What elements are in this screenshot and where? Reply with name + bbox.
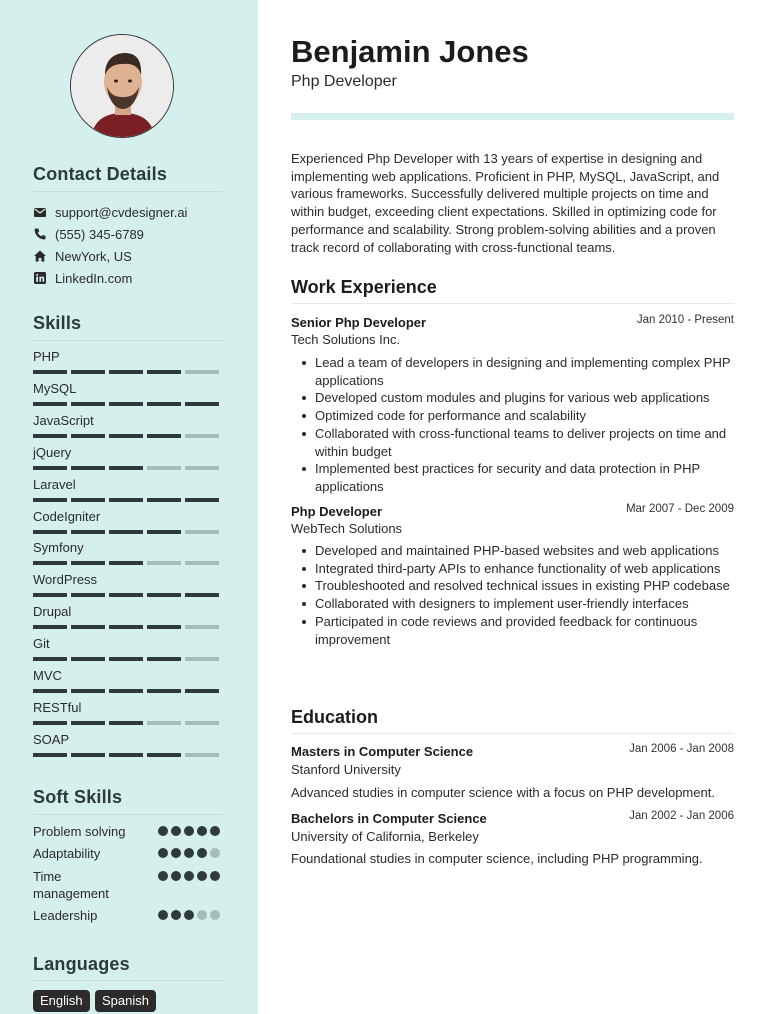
job-bullets <box>315 542 735 648</box>
skill-level-segment-filled <box>71 434 105 438</box>
list-item: Lead a team of developers in designing and implementing complex PHP applications <box>315 354 735 389</box>
rating-dot-filled <box>158 871 168 881</box>
skill-level-bar <box>33 530 223 534</box>
degree-description: Foundational studies in computer science, including PHP programming. <box>291 851 703 866</box>
skill-level-segment-filled <box>109 370 143 374</box>
rating-dot-empty <box>210 910 220 920</box>
skill-level-segment-filled <box>33 721 67 725</box>
contact-location <box>33 247 132 265</box>
list-item: Optimized code for performance and scalability <box>315 407 735 425</box>
education-heading: Education <box>291 707 379 727</box>
skill-level-segment-filled <box>71 721 105 725</box>
contact-location-text: NewYork, US <box>55 248 132 264</box>
languages-heading: Languages <box>33 954 130 974</box>
soft-skill-label: Leadership <box>33 908 98 923</box>
skill-level-segment-empty <box>185 370 219 374</box>
skill-level-segment-filled <box>147 689 181 693</box>
sidebar <box>0 0 258 1014</box>
skill-level-segment-filled <box>71 657 105 661</box>
list-item: Implemented best practices for security and data protection in PHP applications <box>315 460 735 495</box>
skill-level-segment-filled <box>33 625 67 629</box>
rating-dot-filled <box>184 848 194 858</box>
skill-level-segment-filled <box>33 530 67 534</box>
skill-level-segment-filled <box>33 689 67 693</box>
skill-level-bar <box>33 721 223 725</box>
rating-dot-filled <box>158 826 168 836</box>
job-date: Jan 2010 - Present <box>636 314 734 326</box>
skill-level-segment-empty <box>185 721 219 725</box>
phone-icon <box>33 227 47 241</box>
skill-label: SOAP <box>33 731 70 747</box>
skill-level-segment-filled <box>33 466 67 470</box>
rating-dot-empty <box>210 848 220 858</box>
skill-level-segment-empty <box>185 434 219 438</box>
skill-level-segment-filled <box>71 370 105 374</box>
job-date: Mar 2007 - Dec 2009 <box>625 503 734 515</box>
soft-skill-rating <box>158 826 223 836</box>
skill-level-segment-filled <box>147 498 181 502</box>
skill-level-segment-filled <box>33 753 67 757</box>
header-accent-bar <box>291 113 734 120</box>
work-divider <box>291 303 734 304</box>
contact-phone-text: (555) 345-6789 <box>55 226 144 242</box>
skill-label: Drupal <box>33 604 72 620</box>
skill-level-segment-filled <box>71 753 105 757</box>
contact-divider <box>33 191 223 192</box>
skill-level-segment-empty <box>185 625 219 629</box>
skill-level-segment-filled <box>109 498 143 502</box>
rating-dot-filled <box>171 910 181 920</box>
rating-dot-filled <box>197 848 207 858</box>
rating-dot-filled <box>210 871 220 881</box>
skill-label: jQuery <box>33 444 72 460</box>
skill-level-segment-filled <box>109 402 143 406</box>
skill-label: PHP <box>33 349 60 364</box>
skills-divider <box>33 340 223 341</box>
avatar-portrait-icon <box>71 35 174 138</box>
contact-email[interactable] <box>33 203 187 221</box>
skill-level-segment-filled <box>33 434 67 438</box>
skill-label: MVC <box>33 668 62 683</box>
degree-title: Bachelors in Computer Science <box>291 811 487 826</box>
skill-level-segment-filled <box>71 625 105 629</box>
candidate-role: Php Developer <box>291 73 397 90</box>
skill-label: Laravel <box>33 476 76 492</box>
skill-level-segment-filled <box>147 402 181 406</box>
language-badge: English <box>33 990 90 1012</box>
skill-level-segment-empty <box>147 466 181 470</box>
skill-level-bar <box>33 689 223 693</box>
home-icon <box>33 249 47 263</box>
job-bullets <box>315 354 735 496</box>
candidate-name: Benjamin Jones <box>291 34 529 69</box>
skills-heading: Skills <box>33 313 82 333</box>
skill-level-segment-empty <box>185 466 219 470</box>
profile-summary: Experienced Php Developer with 13 years of expertise in designing and implementing web applications. Proficient in PHP, MySQL, JavaScript, and various frameworks. Successfully delivered multiple projects on time and within budget, exceeding client expectations. Skilled in optimizing code for performance and scalability. Strong problem-solving abilities and a proven track record of collaborating with cross-functional teams. <box>291 151 720 255</box>
skill-level-segment-filled <box>109 625 143 629</box>
skill-level-segment-empty <box>185 530 219 534</box>
skill-level-segment-filled <box>147 370 181 374</box>
rating-dot-filled <box>171 848 181 858</box>
skill-level-segment-filled <box>109 657 143 661</box>
skill-level-segment-filled <box>185 498 219 502</box>
skill-level-segment-filled <box>147 530 181 534</box>
skill-level-bar <box>33 561 223 565</box>
skill-level-segment-filled <box>33 593 67 597</box>
skill-level-segment-filled <box>147 434 181 438</box>
skill-level-segment-filled <box>185 593 219 597</box>
skill-level-segment-filled <box>33 370 67 374</box>
skill-level-segment-filled <box>109 530 143 534</box>
soft-skill-rating <box>158 848 223 858</box>
skill-level-bar <box>33 593 223 597</box>
languages-divider <box>33 980 223 981</box>
rating-dot-filled <box>210 826 220 836</box>
soft-skill-rating <box>158 910 223 920</box>
skill-level-segment-filled <box>109 721 143 725</box>
skill-level-segment-filled <box>71 593 105 597</box>
rating-dot-empty <box>197 910 207 920</box>
list-item: Collaborated with cross-functional teams to deliver projects on time and within budget <box>315 425 735 460</box>
skill-level-bar <box>33 434 223 438</box>
job-title: Php Developer <box>291 504 383 519</box>
language-badge: Spanish <box>95 990 156 1012</box>
skill-level-segment-filled <box>109 466 143 470</box>
soft-skill-rating <box>158 871 223 881</box>
skill-level-segment-filled <box>71 689 105 693</box>
skill-level-segment-filled <box>33 561 67 565</box>
skill-level-segment-filled <box>109 689 143 693</box>
list-item: Developed custom modules and plugins for various web applications <box>315 389 735 407</box>
skill-level-segment-filled <box>71 530 105 534</box>
skill-level-segment-filled <box>147 657 181 661</box>
rating-dot-filled <box>158 910 168 920</box>
list-item: Developed and maintained PHP-based websites and web applications <box>315 542 735 560</box>
soft-skill-label: Time management <box>33 869 109 901</box>
rating-dot-filled <box>171 871 181 881</box>
degree-description: Advanced studies in computer science with a focus on PHP development. <box>291 785 715 800</box>
school-name: Stanford University <box>291 762 401 777</box>
soft-skill-label: Problem solving <box>33 824 126 839</box>
skill-label: MySQL <box>33 380 77 396</box>
skill-label: JavaScript <box>33 412 94 428</box>
skill-level-segment-empty <box>147 721 181 725</box>
rating-dot-filled <box>184 871 194 881</box>
list-item: Collaborated with designers to implement user-friendly interfaces <box>315 595 735 613</box>
rating-dot-filled <box>197 826 207 836</box>
skill-level-segment-empty <box>185 657 219 661</box>
list-item: Participated in code reviews and provided feedback for continuous improvement <box>315 613 735 648</box>
skill-level-segment-filled <box>147 593 181 597</box>
job-org: Tech Solutions Inc. <box>291 332 401 347</box>
soft-skills-divider <box>33 814 223 815</box>
skill-level-bar <box>33 625 223 629</box>
skill-level-segment-filled <box>71 466 105 470</box>
avatar <box>70 34 174 138</box>
job-title: Senior Php Developer <box>291 315 427 330</box>
skill-level-segment-filled <box>147 625 181 629</box>
education-divider <box>291 733 734 734</box>
skill-level-segment-filled <box>109 434 143 438</box>
skill-level-segment-filled <box>71 498 105 502</box>
skill-label: CodeIgniter <box>33 508 101 524</box>
skill-level-segment-filled <box>33 498 67 502</box>
rating-dot-filled <box>184 826 194 836</box>
contact-email-text: support@cvdesigner.ai <box>55 204 188 220</box>
skill-level-segment-filled <box>71 561 105 565</box>
skill-level-segment-filled <box>147 753 181 757</box>
list-item: Troubleshooted and resolved technical issues in existing PHP codebase <box>315 577 735 595</box>
list-item: Integrated third-party APIs to enhance functionality of web applications <box>315 560 735 578</box>
work-heading: Work Experience <box>291 277 437 297</box>
skill-level-segment-filled <box>185 689 219 693</box>
contact-linkedin-text: LinkedIn.com <box>55 270 133 286</box>
skill-level-segment-empty <box>185 561 219 565</box>
skill-level-bar <box>33 402 223 406</box>
skill-level-bar <box>33 753 223 757</box>
rating-dot-filled <box>197 871 207 881</box>
skill-label: Symfony <box>33 540 84 556</box>
rating-dot-filled <box>171 826 181 836</box>
skill-level-bar <box>33 498 223 502</box>
soft-skills-heading: Soft Skills <box>33 787 123 807</box>
rating-dot-filled <box>184 910 194 920</box>
skill-label: RESTful <box>33 699 82 715</box>
skill-level-segment-filled <box>109 753 143 757</box>
skill-level-segment-filled <box>71 402 105 406</box>
skill-level-segment-filled <box>33 402 67 406</box>
linkedin-icon <box>33 271 47 285</box>
contact-heading: Contact Details <box>33 164 168 184</box>
skill-level-segment-filled <box>109 561 143 565</box>
envelope-icon <box>33 205 47 219</box>
contact-linkedin[interactable] <box>33 269 132 287</box>
skill-label: WordPress <box>33 572 98 588</box>
skill-label: Git <box>33 636 50 652</box>
degree-date: Jan 2006 - Jan 2008 <box>629 743 734 755</box>
skill-level-segment-filled <box>33 657 67 661</box>
rating-dot-filled <box>158 848 168 858</box>
contact-phone[interactable] <box>33 225 144 243</box>
school-name: University of California, Berkeley <box>291 829 479 844</box>
skill-level-segment-empty <box>147 561 181 565</box>
degree-date: Jan 2002 - Jan 2006 <box>629 810 734 822</box>
skill-level-bar <box>33 370 223 374</box>
main-content <box>258 0 768 1014</box>
degree-title: Masters in Computer Science <box>291 744 474 759</box>
skill-level-segment-filled <box>109 593 143 597</box>
skill-level-bar <box>33 466 223 470</box>
skill-level-segment-empty <box>185 753 219 757</box>
job-org: WebTech Solutions <box>291 521 403 536</box>
skill-level-segment-filled <box>185 402 219 406</box>
soft-skill-label: Adaptability <box>33 846 101 861</box>
skill-level-bar <box>33 657 223 661</box>
